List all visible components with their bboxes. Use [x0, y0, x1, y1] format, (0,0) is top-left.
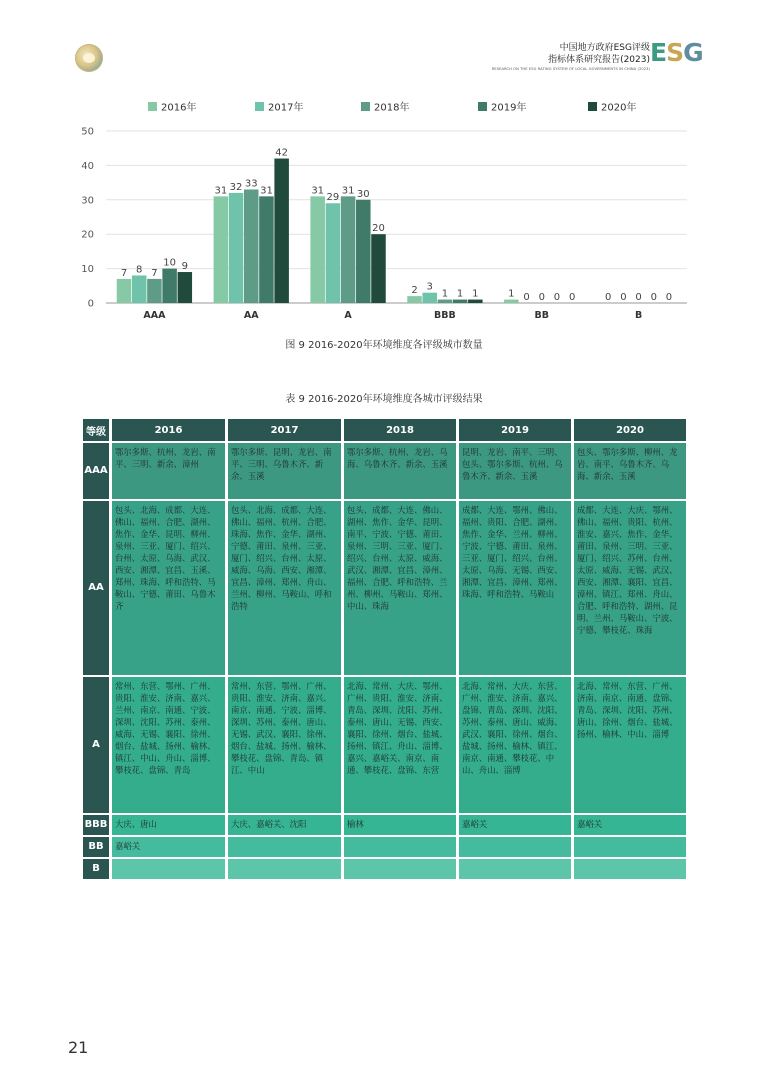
- table-header-row: [83, 419, 686, 441]
- data-label: 0: [635, 292, 642, 303]
- header-title-line2: 指标体系研究报告(2023): [548, 55, 650, 65]
- cities-cell: 嘉峪关: [574, 815, 686, 835]
- table-row-a: [83, 677, 686, 813]
- bar: [310, 196, 325, 303]
- data-label: 42: [275, 147, 289, 159]
- data-label: 1: [508, 288, 515, 300]
- cities-cell: [574, 837, 686, 857]
- data-label: 7: [151, 267, 158, 279]
- cities-cell: 包头、成都、大连、佛山、湖州、焦作、金华、昆明、南平、宁波、宁德、莆田、泉州、三明、三亚、厦门、绍兴、台州、太原、威海、武汉、湘潭、宜昌、漳州、福州、合肥、呼和浩特、兰州、柳州、马鞍山、郑州、中山、珠海: [344, 501, 456, 675]
- table-caption: 表 9 2016-2020年环境维度各城市评级结果: [285, 394, 483, 405]
- y-tick-label: 10: [81, 264, 94, 276]
- bar: [326, 203, 341, 303]
- bar: [162, 269, 177, 303]
- legend-swatch: [255, 102, 264, 111]
- rating-count-bar-chart: [70, 95, 700, 330]
- cities-cell: 大庆、嘉峪关、沈阳: [228, 815, 341, 835]
- bar: [244, 189, 259, 303]
- data-label: 0: [620, 292, 627, 303]
- data-label: 2: [411, 285, 418, 297]
- report-header: [492, 42, 650, 72]
- rating-results-table: [80, 417, 689, 881]
- legend-label: 2017年: [268, 102, 304, 114]
- bar: [117, 279, 132, 303]
- data-label: 7: [120, 267, 128, 279]
- bar: [422, 293, 437, 303]
- table-row-bbb: [83, 815, 686, 835]
- data-label: 10: [163, 257, 176, 269]
- data-label: 33: [244, 178, 258, 190]
- legend-label: 2019年: [491, 102, 527, 114]
- table-row-aaa: [83, 443, 686, 499]
- cities-cell: 常州、东营、鄂州、广州、贵阳、淮安、济南、嘉兴、南京、南通、宁波、淄博、深圳、苏州、泰州、唐山、无锡、武汉、襄阳、徐州、烟台、盐城、扬州、榆林、攀枝花、盘锦、青岛、镇江、中山: [228, 677, 341, 813]
- bar: [504, 300, 518, 303]
- page-number: 21: [68, 1038, 89, 1057]
- data-label: 0: [538, 292, 545, 303]
- y-tick-label: 50: [81, 126, 94, 138]
- data-label: 0: [604, 292, 612, 303]
- header-2018: 2018: [344, 419, 456, 441]
- cities-cell: 大庆、唐山: [112, 815, 225, 835]
- data-label: 29: [326, 192, 340, 204]
- x-tick-label: BBB: [434, 310, 456, 321]
- cities-cell: [228, 837, 341, 857]
- cities-cell: [112, 859, 225, 879]
- grade-label: BBB: [83, 815, 109, 835]
- x-tick-label: AA: [243, 310, 259, 321]
- y-tick-label: 20: [81, 229, 94, 241]
- bar: [274, 159, 289, 303]
- report-logo: [75, 44, 103, 72]
- y-tick-label: 0: [87, 298, 94, 310]
- cities-cell: 包头、北海、成都、大连、佛山、福州、合肥、湖州、焦作、金华、昆明、柳州、泉州、三亚、厦门、绍兴、台州、太原、乌海、武汉、西安、湘潭、宜昌、玉溪、郑州、珠海、呼和浩特、马鞍山、宁德、莆田、乌鲁木齐: [112, 501, 225, 675]
- cities-cell: 包头、鄂尔多斯、柳州、龙岩、南平、乌鲁木齐、乌海、新余、玉溪: [574, 443, 686, 499]
- bar: [453, 300, 468, 303]
- cities-cell: [459, 859, 571, 879]
- cities-cell: 常州、东营、鄂州、广州、贵阳、淮安、济南、嘉兴、兰州、南京、南通、宁波、深圳、沈阳、苏州、泰州、威海、无锡、襄阳、徐州、烟台、盐城、扬州、榆林、镇江、中山、舟山、淄博、攀枝花、盘锦、青岛: [112, 677, 225, 813]
- data-label: 30: [356, 188, 370, 200]
- bar: [214, 196, 229, 303]
- header-subtitle-english: RESEARCH ON THE ESG RATING SYSTEM OF LOCAL GOVERNMENTS IN CHINA (2023): [491, 67, 650, 71]
- data-label: 31: [311, 185, 325, 197]
- cities-cell: 成都、大连、鄂州、佛山、福州、贵阳、合肥、湖州、焦作、金华、兰州、柳州、宁波、宁德、莆田、泉州、三亚、厦门、绍兴、台州、太原、乌海、无锡、西安、湘潭、宜昌、漳州、郑州、珠海、呼和浩特、马鞍山: [459, 501, 571, 675]
- cities-cell: 北海、常州、大庆、东营、广州、淮安、济南、嘉兴、盘锦、青岛、深圳、沈阳、苏州、泰州、唐山、威海、武汉、襄阳、徐州、烟台、盐城、扬州、榆林、镇江、南京、南通、攀枝花、中山、舟山、淄博: [459, 677, 571, 813]
- cities-cell: 鄂尔多斯、杭州、龙岩、乌海、乌鲁木齐、新余、玉溪: [344, 443, 456, 499]
- x-tick-label: BB: [534, 310, 549, 321]
- data-label: 0: [650, 292, 657, 303]
- legend-swatch: [478, 102, 487, 111]
- bar: [132, 275, 147, 303]
- esg-logo-text: ESG: [650, 38, 703, 67]
- cities-cell: 成都、大连、大庆、鄂州、佛山、福州、贵阳、杭州、淮安、嘉兴、焦作、金华、莆田、泉州、三明、三亚、厦门、绍兴、苏州、台州、太原、威海、无锡、武汉、西安、湘潭、襄阳、宜昌、漳州、镇江、郑州、舟山、合肥、呼和浩特、湖州、昆明、兰州、马鞍山、宁波、宁德、攀枝花、珠海: [574, 501, 686, 675]
- legend-swatch: [588, 102, 597, 111]
- x-tick-label: B: [634, 310, 643, 321]
- data-label: 1: [456, 288, 464, 300]
- cities-cell: [228, 859, 341, 879]
- cities-cell: 嘉峪关: [112, 837, 225, 857]
- cities-cell: [574, 859, 686, 879]
- data-label: 1: [472, 288, 479, 300]
- data-label: 31: [341, 185, 355, 197]
- grade-label: AAA: [83, 443, 109, 499]
- header-2019: 2019: [459, 419, 571, 441]
- data-label: 8: [136, 264, 143, 276]
- header-2017: 2017: [228, 419, 341, 441]
- x-tick-label: AAA: [143, 310, 166, 321]
- legend-label: 2016年: [161, 102, 197, 114]
- data-label: 0: [523, 292, 530, 303]
- grade-label: BB: [83, 837, 109, 857]
- table-row-bb: [83, 837, 686, 857]
- legend-label: 2018年: [374, 102, 410, 114]
- table-row-b: [83, 859, 686, 879]
- data-label: 9: [181, 261, 189, 273]
- grade-label: A: [83, 677, 109, 813]
- bar: [468, 300, 483, 303]
- cities-cell: 鄂尔多斯、昆明、龙岩、南平、三明、乌鲁木齐、新余、玉溪: [228, 443, 341, 499]
- y-tick-label: 40: [81, 160, 94, 172]
- bar: [341, 196, 356, 303]
- data-label: 20: [372, 223, 385, 235]
- bar: [371, 234, 386, 303]
- legend-label: 2020年: [601, 102, 637, 114]
- bar: [178, 272, 193, 303]
- bar: [229, 193, 244, 303]
- bar: [356, 200, 371, 303]
- cities-cell: 包头、北海、成都、大连、佛山、福州、杭州、合肥、珠海、焦作、金华、湖州、宁德、莆田、泉州、三亚、厦门、绍兴、台州、太原、威海、乌海、西安、湘潭、宜昌、漳州、郑州、舟山、兰州、柳州、马鞍山、呼和浩特: [228, 501, 341, 675]
- grade-label: B: [83, 859, 109, 879]
- cities-cell: 北海、常州、东营、广州、济南、南京、南通、盘锦、青岛、深圳、沈阳、苏州、唐山、徐州、烟台、盐城、扬州、榆林、中山、淄博: [574, 677, 686, 813]
- grade-label: AA: [83, 501, 109, 675]
- data-label: 1: [441, 288, 449, 300]
- x-tick-label: A: [344, 310, 352, 321]
- table-row-aa: [83, 501, 686, 675]
- legend-swatch: [148, 102, 157, 111]
- data-label: 0: [568, 292, 576, 303]
- header-grade: 等级: [83, 419, 109, 441]
- cities-cell: 昆明、龙岩、南平、三明、包头、鄂尔多斯、杭州、乌鲁木齐、新余、玉溪: [459, 443, 571, 499]
- header-title-line1: 中国地方政府ESG评级: [559, 43, 650, 53]
- data-label: 31: [260, 185, 273, 197]
- cities-cell: 鄂尔多斯、杭州、龙岩、南平、三明、新余、漳州: [112, 443, 225, 499]
- cities-cell: 嘉峪关: [459, 815, 571, 835]
- data-label: 31: [214, 185, 228, 197]
- bar: [147, 279, 162, 303]
- y-tick-label: 30: [81, 195, 94, 207]
- data-label: 0: [665, 292, 673, 303]
- data-label: 0: [553, 292, 561, 303]
- cities-cell: [459, 837, 571, 857]
- bar: [438, 300, 453, 303]
- header-2016: 2016: [112, 419, 225, 441]
- cities-cell: [344, 837, 456, 857]
- bar: [259, 196, 274, 303]
- cities-cell: [344, 859, 456, 879]
- figure-caption: 图 9 2016-2020年环境维度各评级城市数量: [285, 340, 483, 351]
- bar: [407, 296, 422, 303]
- header-2020: 2020: [574, 419, 686, 441]
- cities-cell: 榆林: [344, 815, 456, 835]
- data-label: 32: [229, 181, 243, 193]
- cities-cell: 北海、常州、大庆、鄂州、广州、贵阳、淮安、济南、青岛、深圳、沈阳、苏州、泰州、唐山、无锡、西安、襄阳、徐州、烟台、盐城、扬州、镇江、舟山、淄博、嘉兴、嘉峪关、南京、南通、攀枝花、盘锦、东营: [344, 677, 456, 813]
- data-label: 3: [426, 281, 433, 293]
- legend-swatch: [361, 102, 370, 111]
